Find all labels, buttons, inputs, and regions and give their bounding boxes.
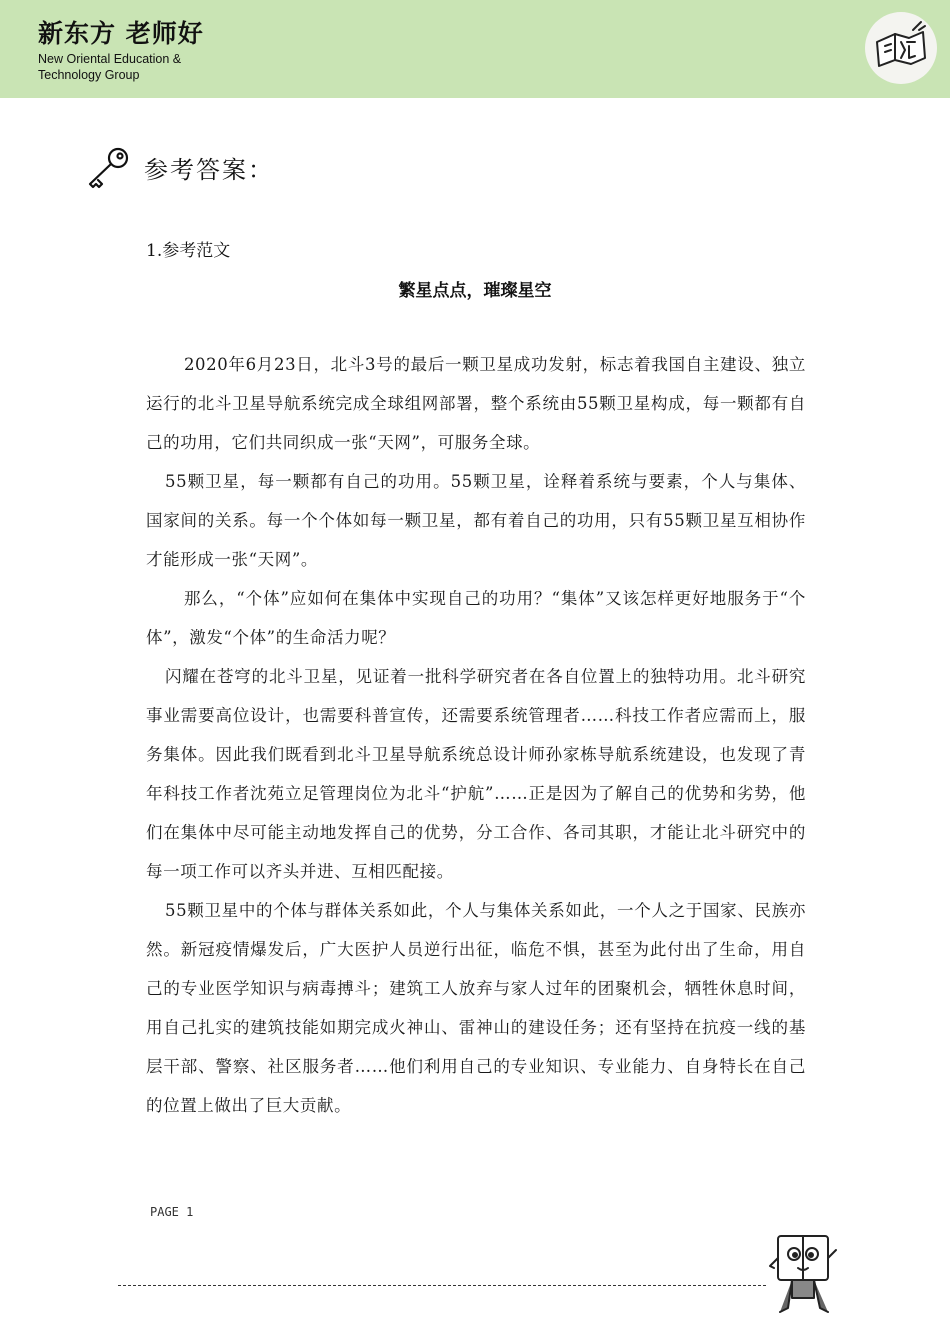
teacher-logo-icon [865, 12, 937, 84]
page-number: PAGE 1 [150, 1205, 194, 1219]
key-icon [84, 144, 134, 190]
answer-title: 参考答案： [144, 155, 274, 184]
essay-paragraph: 那么，“个体”应如何在集体中实现自己的功用？“集体”又该怎样更好地服务于“个体”，激发“个体”的生命活力呢？ [146, 589, 806, 647]
book-mascot-icon [766, 1228, 840, 1318]
brand-name-en-line2: Technology Group [38, 68, 140, 82]
essay-paragraph: 55颗卫星中的个体与群体关系如此，个人与集体关系如此，一个人之于国家、民族亦然。新冠疫情爆发后，广大医护人员逆行出征，临危不惧，甚至为此付出了生命，用自己的专业医学知识与病毒搏斗；建筑工人放弃与家人过年的团聚机会，牺牲休息时间，用自己扎实的建筑技能如期完成火神山、雷神山的建设任务；还有坚持在抗疫一线的基层干部、警察、社区服务者……他们利用自己的专业知识、专业能力、自身特长在自己的位置上做出了巨大贡献。 [146, 901, 806, 1115]
brand-name-en-line1: New Oriental Education & [38, 52, 182, 66]
essay-title: 繁星点点，璀璨星空 [398, 281, 552, 301]
essay-paragraph: 闪耀在苍穹的北斗卫星，见证着一批科学研究者在各自位置上的独特功用。北斗研究事业需要高位设计，也需要科普宣传，还需要系统管理者……科技工作者应需而上，服务集体。因此我们既看到北斗卫星导航系统总设计师孙家栋导航系统建设，也发现了青年科技工作者沈苑立足管理岗位为北斗“护航”……正是因为了解自己的优势和劣势，他们在集体中尽可能主动地发挥自己的优势，分工合作、各司其职，才能让北斗研究中的每一项工作可以齐头并进、互相匹配接。 [146, 667, 806, 881]
brand-name-cn: 新东方 老师好 [38, 19, 204, 48]
essay-paragraph: 55颗卫星，每一颗都有自己的功用。55颗卫星，诠释着系统与要素，个人与集体、国家间的关系。每一个个体如每一颗卫星，都有着自己的功用，只有55颗卫星互相协作才能形成一张“天网”。 [146, 472, 806, 569]
page-header [0, 0, 950, 98]
section-label: 1.参考范文 [146, 241, 231, 261]
brand-name-en [38, 51, 238, 83]
footer-divider [118, 1285, 766, 1286]
essay-body [146, 345, 806, 1125]
essay-paragraph: 2020年6月23日，北斗3号的最后一颗卫星成功发射，标志着我国自主建设、独立运行的北斗卫星导航系统完成全球组网部署，整个系统由55颗卫星构成，每一颗都有自己的功用，它们共同织成一张“天网”，可服务全球。 [146, 355, 806, 452]
answer-heading [84, 142, 274, 192]
